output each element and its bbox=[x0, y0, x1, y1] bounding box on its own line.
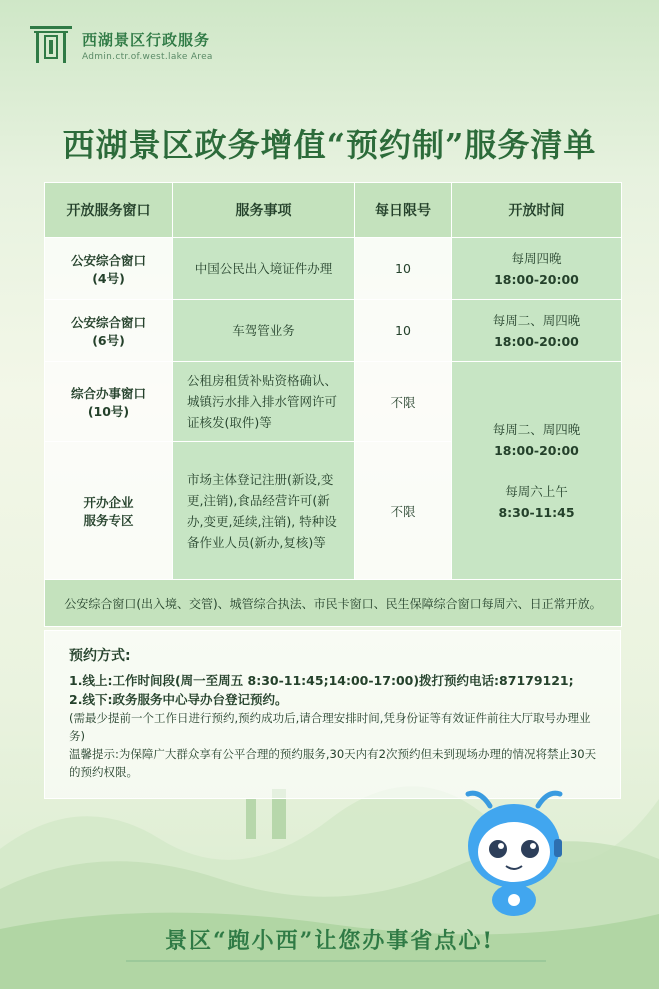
booking-requirement: (需最少提前一个工作日进行预约,预约成功后,请合理安排时间,凭身份证等有效证件前往大厅取号办理业务) bbox=[69, 711, 591, 743]
row-time bbox=[452, 300, 622, 362]
brand-logo bbox=[28, 22, 213, 68]
header-time: 开放时间 bbox=[452, 183, 622, 238]
row-limit: 不限 bbox=[355, 362, 452, 442]
table-row bbox=[45, 238, 622, 300]
row-item: 市场主体登记注册(新设,变更,注销),食品经营许可(新办,变更,延续,注销), 特种设备作业人员(新办,复核)等 bbox=[173, 442, 355, 580]
header-window: 开放服务窗口 bbox=[45, 183, 173, 238]
header-limit: 每日限号 bbox=[355, 183, 452, 238]
booking-title: 预约方式: bbox=[69, 648, 131, 664]
slogan-divider bbox=[126, 960, 546, 962]
row-limit: 不限 bbox=[355, 442, 452, 580]
row-window: 公安综合窗口 (6号) bbox=[45, 300, 173, 362]
time-hours: 18:00-20:00 bbox=[494, 271, 579, 287]
row-item: 公租房租赁补贴资格确认、城镇污水排入排水管网许可证核发(取件)等 bbox=[173, 362, 355, 442]
page-title: 西湖景区政务增值“预约制”服务清单 bbox=[62, 126, 597, 164]
row-limit: 10 bbox=[355, 238, 452, 300]
service-table bbox=[44, 182, 622, 627]
table-note: 公安综合窗口(出入境、交管)、城管综合执法、市民卡窗口、民生保障综合窗口每周六、日正常开放。 bbox=[45, 580, 622, 627]
table-row bbox=[45, 362, 622, 442]
row-window: 综合办事窗口 (10号) bbox=[45, 362, 173, 442]
service-table-panel bbox=[44, 182, 621, 627]
time-day: 每周六上午 bbox=[505, 483, 568, 499]
row-limit: 10 bbox=[355, 300, 452, 362]
mascot-robot-icon bbox=[450, 784, 580, 919]
row-item: 车驾管业务 bbox=[173, 300, 355, 362]
row-time bbox=[452, 238, 622, 300]
row-window: 开办企业 服务专区 bbox=[45, 442, 173, 580]
header-item: 服务事项 bbox=[173, 183, 355, 238]
booking-online: 1.线上:工作时间段(周一至周五 8:30-11:45;14:00-17:00)拨打预约电话:87179121; bbox=[69, 673, 574, 688]
row-item: 中国公民出入境证件办理 bbox=[173, 238, 355, 300]
booking-info-panel bbox=[44, 630, 621, 799]
table-row bbox=[45, 300, 622, 362]
time-day: 每周四晚 bbox=[511, 250, 562, 266]
brand-name-cn: 西湖景区行政服务 bbox=[82, 30, 211, 49]
time-day: 每周二、周四晚 bbox=[492, 421, 581, 437]
time-hours: 18:00-20:00 bbox=[494, 442, 579, 458]
logo-emblem-icon bbox=[28, 22, 74, 68]
booking-offline: 2.线下:政务服务中心导办台登记预约。 bbox=[69, 692, 288, 707]
booking-tip: 温馨提示:为保障广大群众享有公平合理的预约服务,30天内有2次预约但未到现场办理的情况将禁止30天的预约权限。 bbox=[69, 747, 597, 779]
table-header-row bbox=[45, 183, 622, 238]
row-window: 公安综合窗口 (4号) bbox=[45, 238, 173, 300]
table-note-row bbox=[45, 580, 622, 627]
brand-name-en: Admin.ctr.of.west.lake Area bbox=[82, 51, 213, 62]
time-day: 每周二、周四晚 bbox=[492, 312, 581, 328]
time-hours: 8:30-11:45 bbox=[498, 504, 575, 520]
time-hours: 18:00-20:00 bbox=[494, 333, 579, 349]
slogan: 景区“跑小西”让您办事省点心! bbox=[165, 928, 494, 954]
row-time-shared bbox=[452, 362, 622, 580]
